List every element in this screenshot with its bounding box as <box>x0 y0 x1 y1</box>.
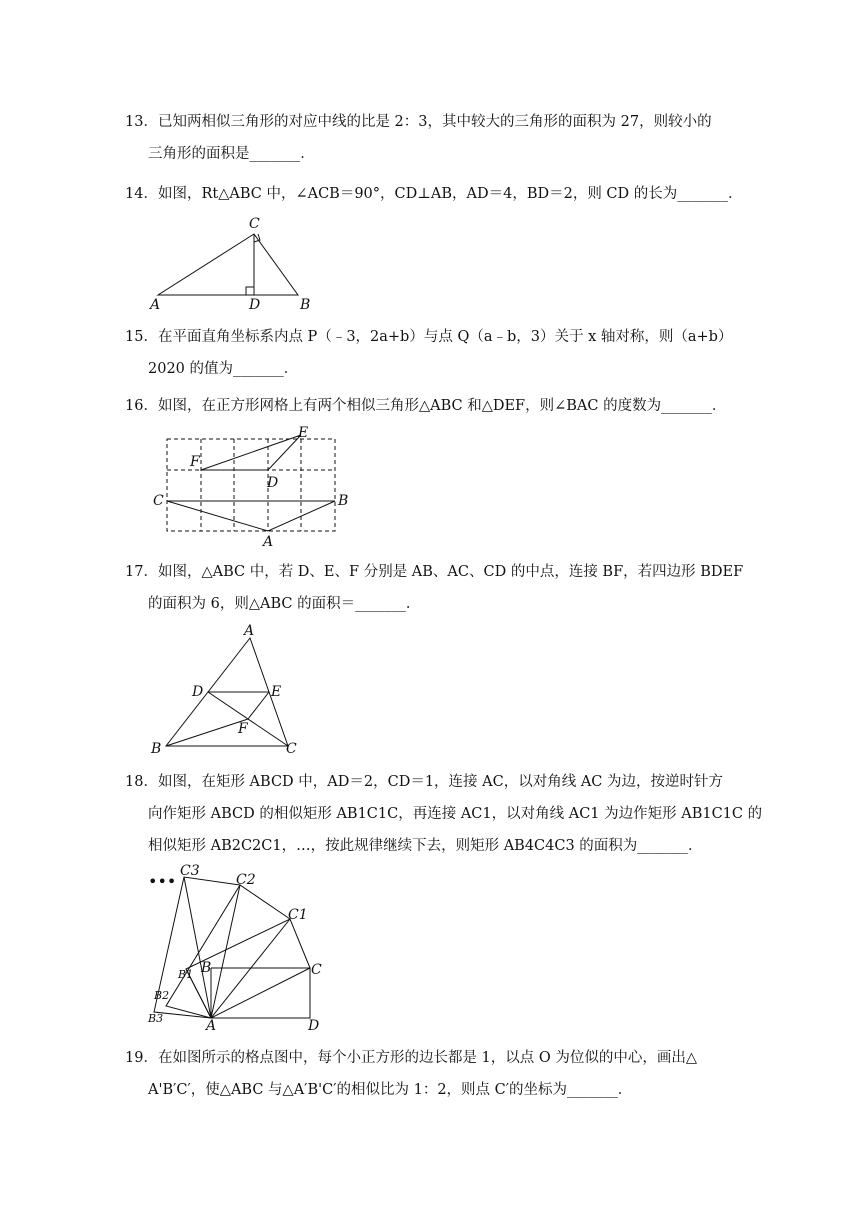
q18-figure <box>146 862 336 1032</box>
q18-label-B: B <box>201 960 212 976</box>
q17-label-D: D <box>192 684 204 700</box>
q15-line-2: 2020 的值为_______． <box>148 361 299 377</box>
q18-label-C3: C3 <box>180 863 200 879</box>
q17-line-2: 的面积为 6，则△ABC 的面积＝_______． <box>148 596 421 612</box>
q18-line-3: 相似矩形 AB2C2C1，…，按此规律继续下去，则矩形 AB4C4C3 的面积为_______． <box>148 838 703 854</box>
question-13 <box>125 106 745 170</box>
q18-label-B1: B1 <box>178 968 194 981</box>
q18-line-2: 向作矩形 ABCD 的相似矩形 AB1C1C，再连接 AC1，以对角线 AC1 为边作矩形 AB1C1C 的 <box>148 806 763 822</box>
q18-label-C1: C1 <box>288 907 308 923</box>
q14-label-A: A <box>150 297 161 312</box>
question-15 <box>125 321 745 385</box>
q18-label-B3: B3 <box>148 1012 164 1025</box>
q18-label-B2: B2 <box>154 989 170 1002</box>
q17-label-E: E <box>271 684 282 700</box>
q19-line-2: A'B′C′，使△ABC 与△A′B'C′的相似比为 1：2，则点 C′的坐标为_______． <box>148 1082 633 1098</box>
q14-line-1: 14．如图，Rt△ABC 中，∠ACB＝90°，CD⊥AB，AD＝4，BD＝2，则 CD 的长为_______． <box>125 186 743 202</box>
question-17 <box>125 556 745 620</box>
q18-line-1: 18．如图，在矩形 ABCD 中，AD＝2，CD＝1，连接 AC，以对角线 AC 为边，按逆时针方 <box>125 774 724 790</box>
q15-line-1: 15．在平面直角坐标系内点 P（﹣3，2a+b）与点 Q（a﹣b，3）关于 x 轴对称，则（a+b） <box>125 329 733 345</box>
q13-line-2: 三角形的面积是_______． <box>148 146 315 162</box>
q18-label-A: A <box>206 1018 217 1032</box>
q14-label-C: C <box>249 216 260 232</box>
q16-label-D: D <box>267 475 279 491</box>
question-18 <box>125 766 763 862</box>
q18-label-C: C <box>311 962 322 978</box>
q19-line-1: 19．在如图所示的格点图中，每个小正方形的边长都是 1，以点 O 为位似的中心，画出△ <box>125 1050 698 1066</box>
question-14 <box>125 178 745 210</box>
q16-label-A: A <box>263 534 274 550</box>
q16-figure <box>150 425 350 550</box>
q18-label-D: D <box>308 1018 320 1032</box>
q14-figure <box>148 212 318 312</box>
q18-label-C2: C2 <box>236 872 256 888</box>
question-16 <box>125 390 745 422</box>
q16-label-B: B <box>338 493 349 509</box>
q17-label-B: B <box>151 741 162 755</box>
q16-label-F: F <box>190 454 200 470</box>
question-19 <box>125 1042 745 1106</box>
q17-label-A: A <box>244 623 255 639</box>
q14-label-B: B <box>300 297 311 312</box>
q17-figure <box>148 620 308 755</box>
q14-label-D: D <box>249 297 261 312</box>
q16-line-1: 16．如图，在正方形网格上有两个相似三角形△ABC 和△DEF，则∠BAC 的度数为_______． <box>125 398 727 414</box>
q18-dots: ••• <box>148 872 177 891</box>
q16-label-C: C <box>153 493 164 509</box>
q17-label-C: C <box>286 741 297 755</box>
q16-label-E: E <box>298 425 309 441</box>
q17-label-F: F <box>238 721 248 737</box>
q17-line-1: 17．如图，△ABC 中，若 D、E、F 分别是 AB、AC、CD 的中点，连接 BF，若四边形 BDEF <box>125 564 744 580</box>
q13-line-1: 13．已知两相似三角形的对应中线的比是 2：3，其中较大的三角形的面积为 27，则较小的 <box>125 114 712 130</box>
